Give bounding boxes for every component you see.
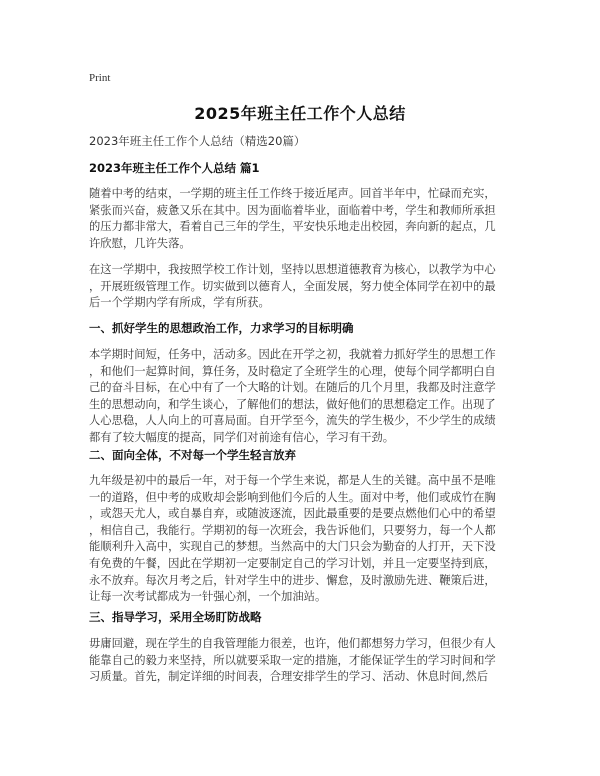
paragraph-line: ，开展班级管理工作。切实做到以德育人，全面发展，努力使全体同学在初中的最 [89, 279, 496, 293]
paragraph-line: 紧张而兴奋，疲惫又乐在其中。因为面临着毕业，面临着中考，学生和教师所承担 [89, 203, 496, 217]
paragraph-line: 本学期时间短，任务中，活动多。因此在开学之初，我就着力抓好学生的思想工作 [89, 348, 496, 361]
paragraph-line: 随着中考的结束，一学期的班主任工作终于接近尾声。回首半年中，忙碌而充实， [89, 187, 496, 200]
print-link[interactable]: Print [89, 72, 111, 84]
paragraph-line: 让每一次考试都成为一针强心剂，一个加油站。 [89, 590, 327, 604]
paragraph-4 [89, 473, 519, 606]
paragraph-line: 有免费的午餐，因此在学期初一定要制定自己的学习计划，并且一定要坚持到底， [89, 556, 496, 570]
paragraph-line: 一的道路，但中考的成败却会影响到他们今后的人生。面对中考，他们或成竹在胸 [89, 490, 496, 504]
paragraph-5 [89, 636, 519, 686]
paragraph-line: 毋庸回避，现在学生的自我管理能力很差，也许，他们都想努力学习，但很少有人 [89, 637, 496, 650]
paragraph-line: 都有了较大幅度的提高，同学们对前途有信心，学习有干劲。 [89, 430, 395, 444]
document-subtitle: 2023年班主任工作个人总结（精选20篇） [89, 134, 306, 148]
paragraph-line: 在这一学期中，我按照学校工作计划，坚持以思想道德教育为核心，以教学为中心 [89, 263, 496, 276]
paragraph-line: ，或怨天尤人，或自暴自弃，或随波逐流，因此最重要的是要点燃他们心中的希望 [89, 507, 496, 521]
paragraph-line: 己的奋斗目标，在心中有了一个大略的计划。在随后的几个月里，我都及时注意学 [89, 381, 496, 395]
paragraph-1 [89, 186, 519, 252]
paragraph-line: 能顺利升入高中，实现自己的梦想。当然高中的大门只会为勤奋的人打开，天下没 [89, 540, 496, 554]
heading-3: 三、指导学习，采用全场盯防战略 [89, 610, 262, 624]
paragraph-line: 永不放弃。每次月考之后，针对学生中的进步、懈怠，及时激励先进、鞭策后进， [89, 573, 496, 587]
paragraph-3 [89, 347, 519, 447]
paragraph-line: 习质量。首先，制定详细的时间表，合理安排学生的学习、活动、休息时间,然后 [89, 670, 488, 684]
page-title: 2025年班主任工作个人总结 [194, 104, 406, 123]
paragraph-line: 人心思稳，人人向上的可喜局面。自开学至今，流失的学生极少，不少学生的成绩 [89, 414, 496, 428]
paragraph-line: 后一个学期内学有所成，学有所获。 [89, 296, 270, 310]
paragraph-line: 许欣慰，几许失落。 [89, 236, 191, 250]
paragraph-line: ，相信自己，我能行。学期初的每一次班会，我告诉他们，只要努力，每一个人都 [89, 523, 496, 537]
heading-1: 一、抓好学生的思想政治工作，力求学习的目标明确 [89, 321, 354, 335]
paragraph-line: 九年级是初中的最后一年，对于每一个学生来说，都是人生的关键。高中虽不是唯 [89, 474, 496, 487]
paragraph-line: 的压力都非常大，看着自己三年的学生，平安快乐地走出校园，奔向新的起点，几 [89, 220, 496, 234]
paragraph-2 [89, 262, 519, 312]
heading-2: 二、面向全体，不对每一个学生轻言放弃 [89, 448, 296, 462]
paragraph-line: 生的思想动向，和学生谈心，了解他们的想法，做好他们的思想稳定工作。出现了 [89, 397, 496, 411]
section-title: 2023年班主任工作个人总结 篇1 [89, 161, 260, 175]
paragraph-line: 能靠自己的毅力来坚持，所以就要采取一定的措施，才能保证学生的学习时间和学 [89, 653, 496, 667]
paragraph-line: ，和他们一起算时间，算任务，及时稳定了全班学生的心理，使每个同学都明白自 [89, 364, 496, 378]
